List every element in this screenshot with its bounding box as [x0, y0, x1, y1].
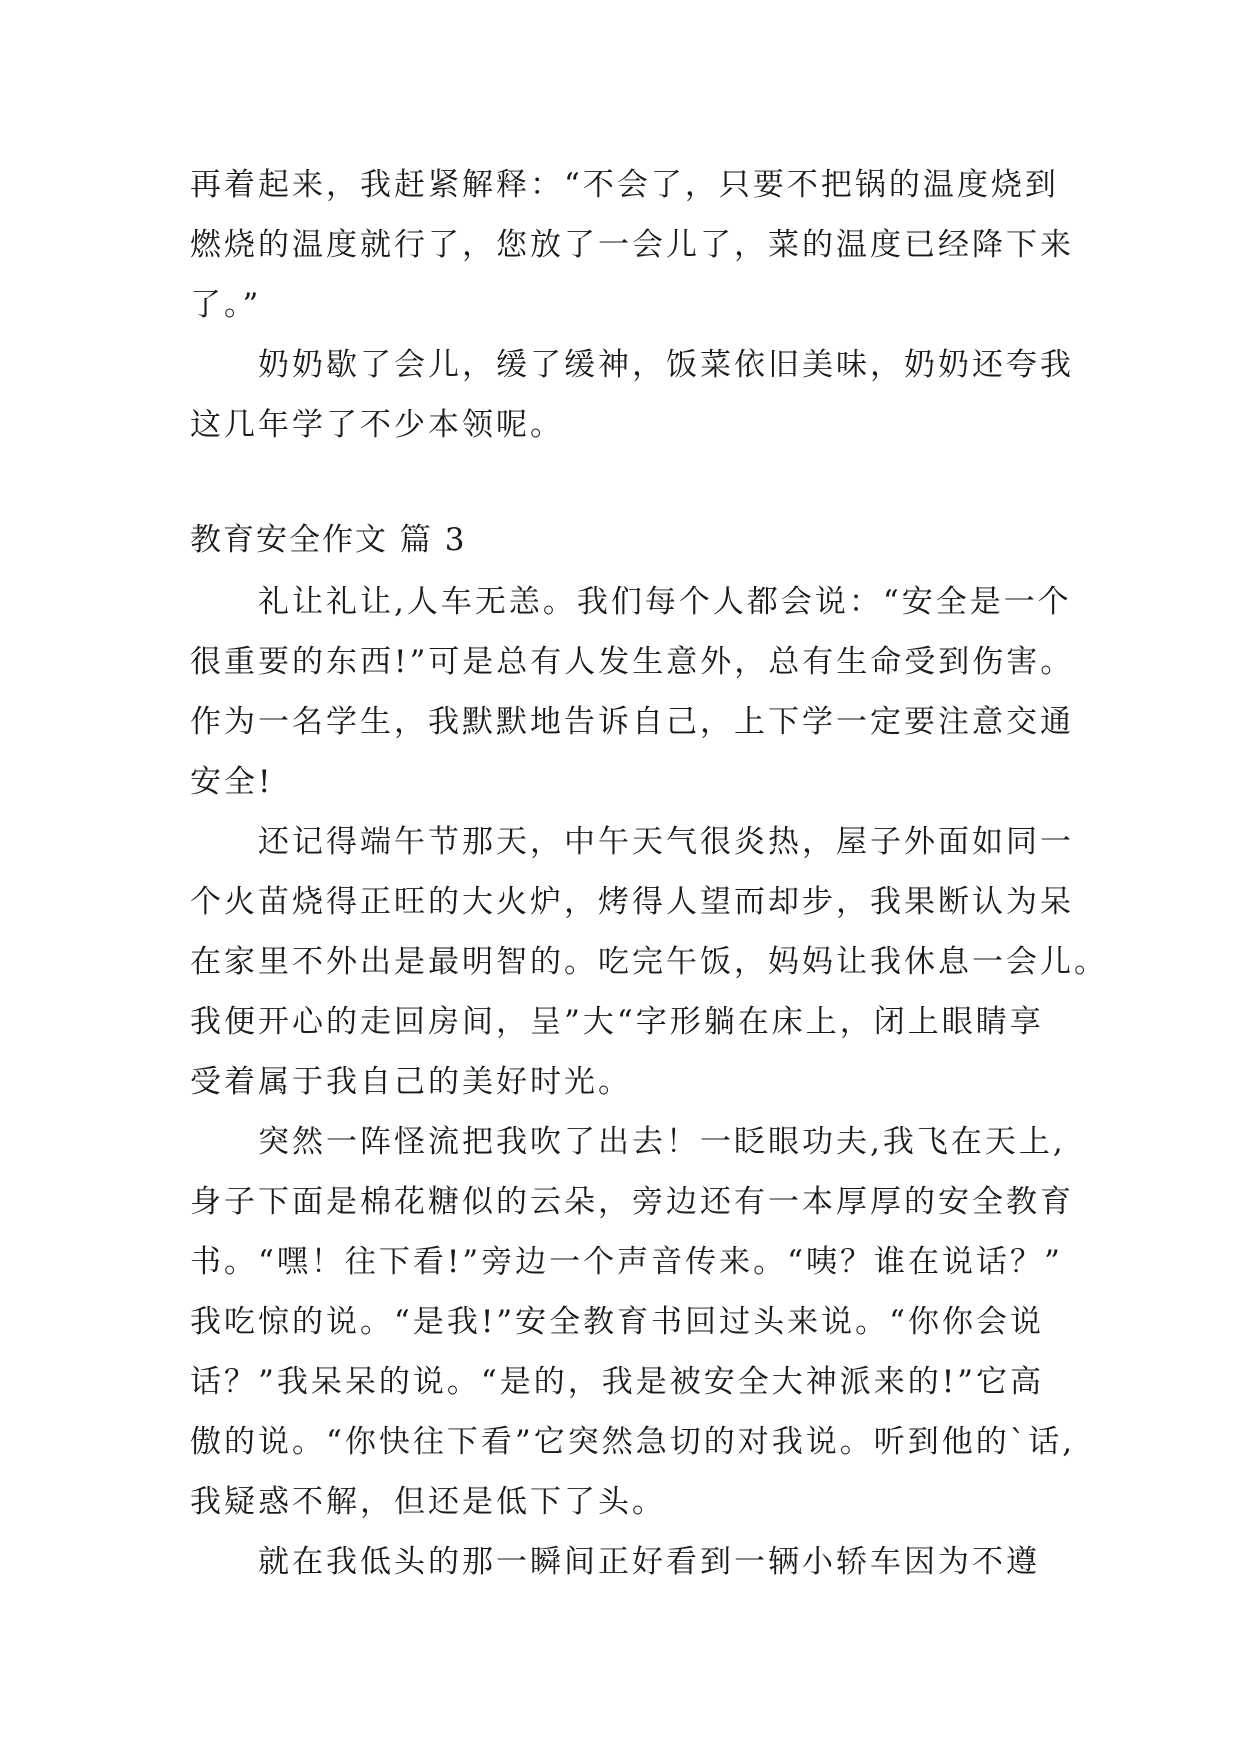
paragraph-6-line-1: 就在我低头的那一瞬间正好看到一辆小轿车因为不遵 — [258, 1544, 1040, 1580]
paragraph-3-line-2: 很重要的东西!”可是总有人发生意外，总有生命受到伤害。 — [190, 644, 1075, 680]
paragraph-5-line-2: 身子下面是棉花糖似的云朵，旁边还有一本厚厚的安全教育 — [190, 1184, 1074, 1220]
paragraph-5-line-7: 我疑惑不解，但还是低下了头。 — [190, 1484, 666, 1520]
paragraph-4-line-3: 在家里不外出是最明智的。吃完午饭，妈妈让我休息一会儿。 — [190, 944, 1108, 980]
paragraph-4-line-2: 个火苗烧得正旺的大火炉，烤得人望而却步，我果断认为呆 — [190, 884, 1074, 920]
paragraph-5-line-4: 我吃惊的说。“是我!”安全教育书回过头来说。“你你会说 — [190, 1304, 1044, 1340]
paragraph-1-line-3: 了。” — [190, 287, 262, 323]
paragraph-3-line-4: 安全! — [190, 764, 274, 800]
paragraph-4-line-1: 还记得端午节那天，中午天气很炎热，屋子外面如同一 — [258, 824, 1074, 860]
paragraph-1-line-1: 再着起来，我赶紧解释：“不会了，只要不把锅的温度烧到 — [190, 167, 1059, 203]
paragraph-4-line-5: 受着属于我自己的美好时光。 — [190, 1064, 632, 1100]
section-heading: 教育安全作文 篇 3 — [190, 522, 467, 558]
paragraph-2-line-2: 这几年学了不少本领呢。 — [190, 407, 564, 443]
paragraph-1-line-2: 燃烧的温度就行了，您放了一会儿了，菜的温度已经降下来 — [190, 227, 1074, 263]
paragraph-3-line-1: 礼让礼让,人车无恙。我们每个人都会说：“安全是一个 — [258, 584, 1072, 620]
paragraph-5-line-1: 突然一阵怪流把我吹了出去！一眨眼功夫,我飞在天上, — [258, 1124, 1066, 1160]
paragraph-5-line-3: 书。“嘿！往下看!”旁边一个声音传来。“咦？谁在说话？” — [190, 1244, 1063, 1280]
paragraph-4-line-4: 我便开心的走回房间，呈”大“字形躺在床上，闭上眼睛享 — [190, 1004, 1044, 1040]
paragraph-3-line-3: 作为一名学生，我默默地告诉自己，上下学一定要注意交通 — [190, 704, 1074, 740]
paragraph-2-line-1: 奶奶歇了会儿，缓了缓神，饭菜依旧美味，奶奶还夸我 — [258, 347, 1074, 383]
paragraph-5-line-5: 话？”我呆呆的说。“是的，我是被安全大神派来的!”它高 — [190, 1364, 1044, 1400]
paragraph-5-line-6: 傲的说。“你快往下看”它突然急切的对我说。听到他的`话, — [190, 1424, 1076, 1460]
